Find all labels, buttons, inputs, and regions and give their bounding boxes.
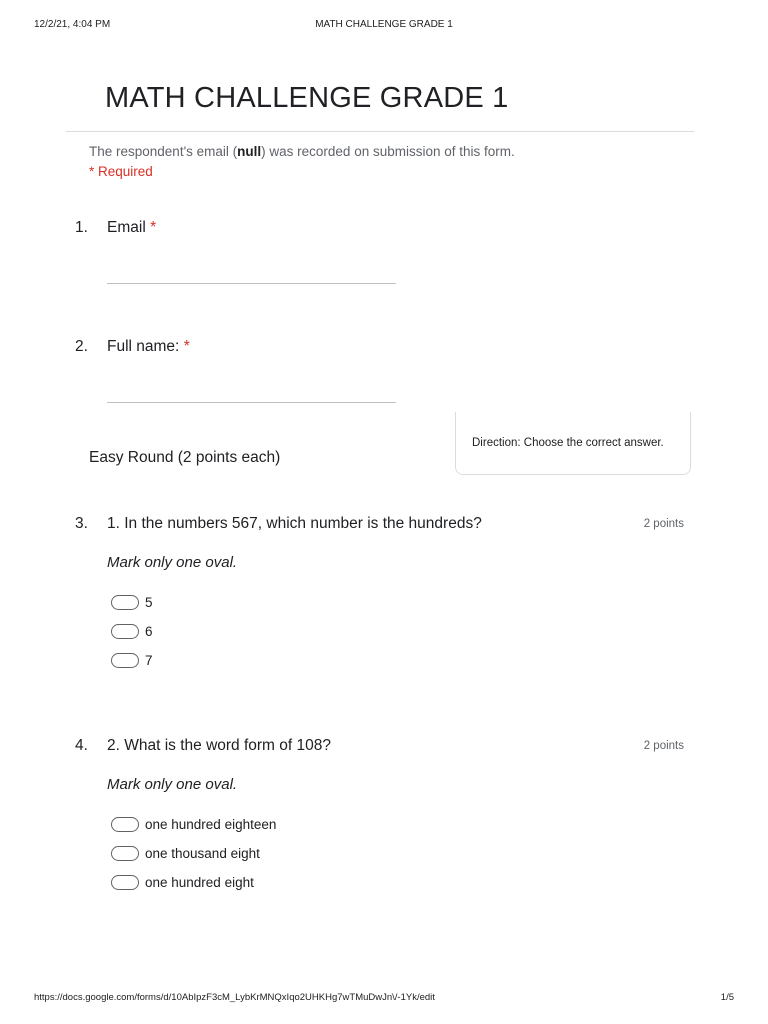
option-label: 5 xyxy=(145,594,153,610)
email-note-after: ) was recorded on submission of this form. xyxy=(261,144,515,159)
radio-oval-icon[interactable] xyxy=(111,846,139,861)
email-recorded-note xyxy=(89,144,515,159)
option-label: one thousand eight xyxy=(145,845,260,861)
question-text: 2. What is the word form of 108? xyxy=(107,737,331,754)
option-label: one hundred eighteen xyxy=(145,816,277,832)
email-note-before: The respondent's email ( xyxy=(89,144,238,159)
option-label: one hundred eight xyxy=(145,874,254,890)
question-email-label xyxy=(107,219,156,237)
option-one-hundred-eight[interactable] xyxy=(111,873,254,891)
question-text: 1. In the numbers 567, which number is the hundreds? xyxy=(107,515,482,532)
full-name-field[interactable] xyxy=(107,402,396,403)
option-one-thousand-eight[interactable] xyxy=(111,844,260,862)
option-one-hundred-eighteen[interactable] xyxy=(111,815,276,833)
question-instruction: Mark only one oval. xyxy=(107,554,238,571)
radio-oval-icon[interactable] xyxy=(111,817,139,832)
option-label: 7 xyxy=(145,652,153,668)
section-title: Easy Round (2 points each) xyxy=(89,449,281,466)
option-label: 6 xyxy=(145,623,153,639)
question-instruction: Mark only one oval. xyxy=(107,776,238,793)
print-datetime: 12/2/21, 4:04 PM xyxy=(34,19,111,30)
radio-oval-icon[interactable] xyxy=(111,653,139,668)
question-fullname-label xyxy=(107,338,190,356)
radio-oval-icon[interactable] xyxy=(111,595,139,610)
option-6[interactable] xyxy=(111,622,153,640)
points-label: 2 points xyxy=(643,518,684,530)
section-direction-text: Direction: Choose the correct answer. xyxy=(472,437,664,449)
question-text: Email xyxy=(107,219,146,236)
question-number: 3. xyxy=(75,515,88,532)
radio-oval-icon[interactable] xyxy=(111,875,139,890)
option-7[interactable] xyxy=(111,651,153,669)
required-asterisk: * xyxy=(183,338,190,355)
email-note-null: null xyxy=(237,144,262,159)
question-text: Full name: xyxy=(107,338,180,355)
print-footer-url: https://docs.google.com/forms/d/10AbIpzF3cM_LybKrMNQxIqo2UHKHg7wTMuDwJn\/-1Yk/edit xyxy=(34,992,435,1003)
form-title: MATH CHALLENGE GRADE 1 xyxy=(105,82,509,114)
page-number: 1/5 xyxy=(720,992,734,1003)
question-number: 4. xyxy=(75,737,88,754)
email-field[interactable] xyxy=(107,283,396,284)
radio-oval-icon[interactable] xyxy=(111,624,139,639)
title-divider xyxy=(66,131,694,132)
points-label: 2 points xyxy=(643,740,684,752)
question-number: 1. xyxy=(75,219,88,236)
option-5[interactable] xyxy=(111,593,153,611)
required-note: * Required xyxy=(89,164,153,179)
question-number: 2. xyxy=(75,338,88,355)
required-asterisk: * xyxy=(150,219,157,236)
print-header-title: MATH CHALLENGE GRADE 1 xyxy=(315,19,453,30)
